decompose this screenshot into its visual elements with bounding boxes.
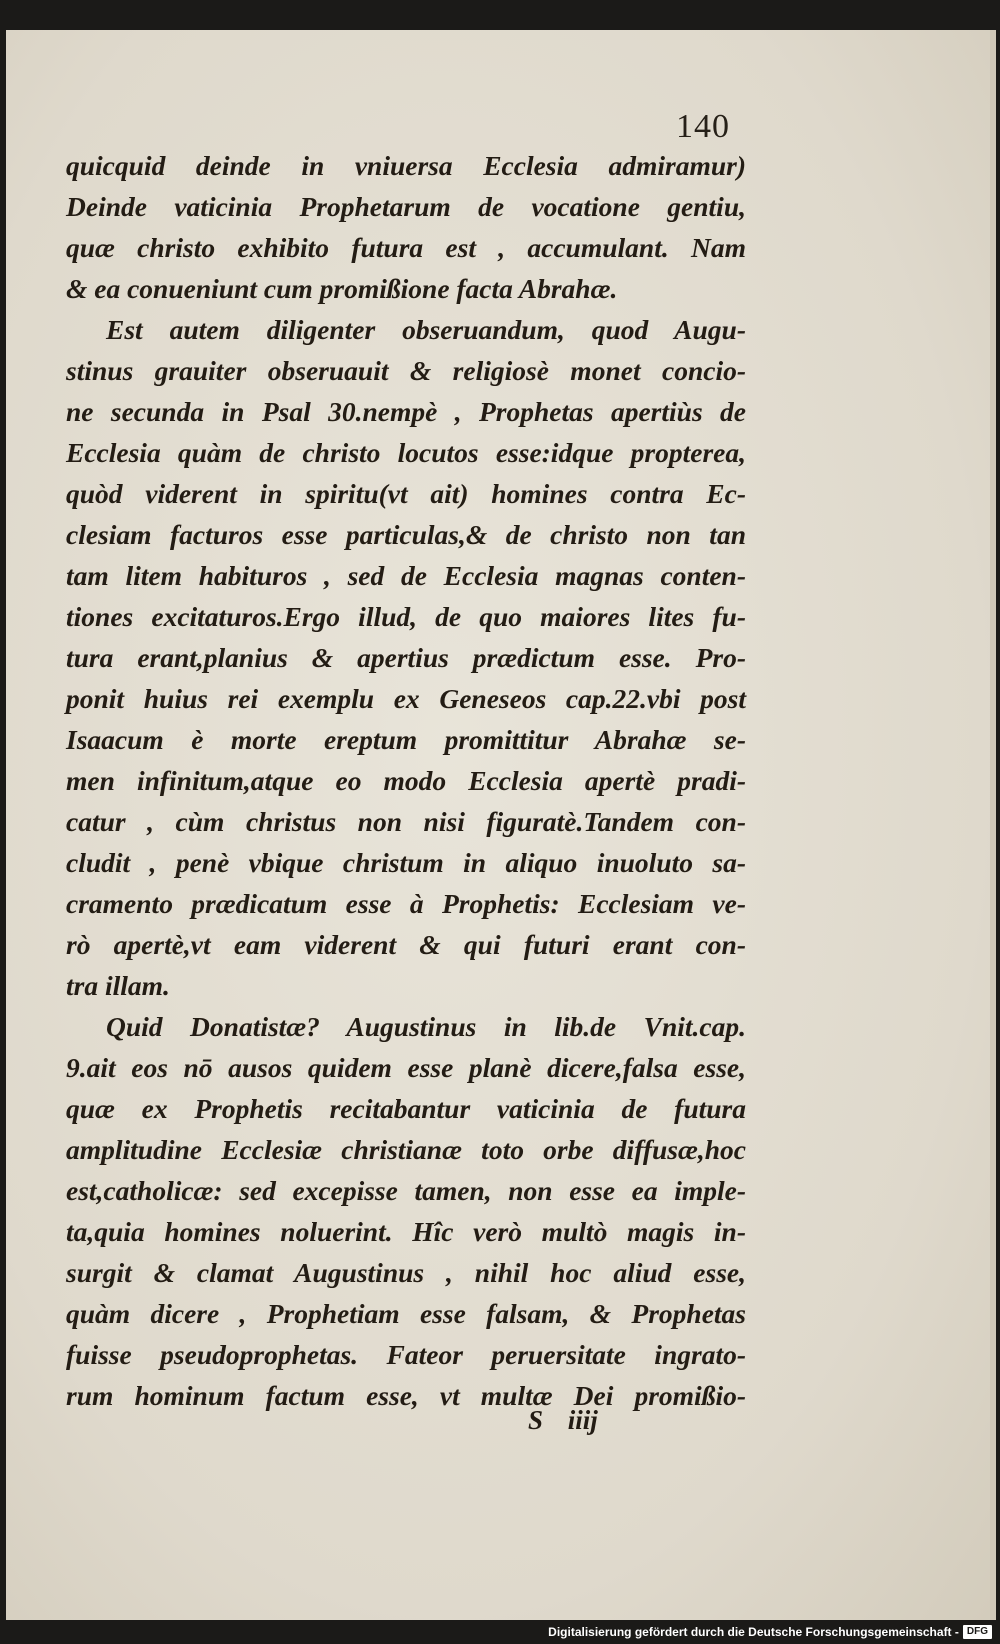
text-line: catur , cùm christus non nisi figuratè.Tandem con-: [66, 806, 746, 837]
text-line: tiones excitaturos.Ergo illud, de quo maiores lites fu-: [66, 601, 746, 632]
text-line: Quid Donatistæ? Augustinus in lib.de Vnit.cap.: [106, 1011, 746, 1042]
text-line: cludit , penè vbique christum in aliquo inuoluto sa-: [66, 847, 746, 878]
book-page: [6, 30, 996, 1620]
text-line: men infinitum,atque eo modo Ecclesia apertè pradi-: [66, 765, 746, 796]
page-number: 140: [676, 108, 730, 145]
text-line: quæ christo exhibito futura est , accumulant. Nam: [66, 232, 746, 263]
text-line: rò apertè,vt eam viderent & qui futuri erant con-: [66, 929, 746, 960]
text-line: clesiam facturos esse particulas,& de christo non tan: [66, 519, 746, 550]
text-line: Est autem diligenter obseruandum, quod Augu-: [106, 314, 746, 345]
text-line: stinus grauiter obseruauit & religiosè monet concio-: [66, 355, 746, 386]
text-line: cramento prædicatum esse à Prophetis: Ecclesiam ve-: [66, 888, 746, 919]
text-line: quàm dicere , Prophetiam esse falsam, & Prophetas: [66, 1298, 746, 1329]
text-line: tura erant,planius & apertius prædictum esse. Pro-: [66, 642, 746, 673]
text-line: quòd viderent in spiritu(vt ait) homines contra Ec-: [66, 478, 746, 509]
body-text: [66, 145, 746, 1416]
text-line: tra illam.: [66, 970, 170, 1001]
text-line: 9.ait eos nō ausos quidem esse planè dicere,falsa esse,: [66, 1052, 746, 1083]
text-line: ta,quia homines noluerint. Hîc verò multò magis in-: [66, 1216, 746, 1247]
text-line: surgit & clamat Augustinus , nihil hoc aliud esse,: [66, 1257, 746, 1288]
text-line: Isaacum è morte ereptum promittitur Abrahæ se-: [66, 724, 746, 755]
text-line: ne secunda in Psal 30.nempè , Prophetas apertiùs de: [66, 396, 746, 427]
text-line: rum hominum factum esse, vt multæ Dei promißio-: [66, 1380, 746, 1411]
text-line: Deinde vaticinia Prophetarum de vocatione gentiu,: [66, 191, 746, 222]
signature-mark: S iiij: [528, 1405, 598, 1435]
text-line: & ea conueniunt cum promißione facta Abrahæ.: [66, 273, 618, 304]
text-line: amplitudine Ecclesiæ christianæ toto orbe diffusæ,hoc: [66, 1134, 746, 1165]
text-line: quæ ex Prophetis recitabantur vaticinia de futura: [66, 1093, 746, 1124]
text-line: est,catholicæ: sed excepisse tamen, non esse ea imple-: [66, 1175, 746, 1206]
dfg-logo: DFG: [963, 1625, 992, 1639]
text-line: fuisse pseudoprophetas. Fateor peruersitate ingrato-: [66, 1339, 746, 1370]
text-line: quicquid deinde in vniuersa Ecclesia admiramur): [66, 150, 746, 181]
digitization-footer: [548, 1622, 992, 1642]
text-line: Ecclesia quàm de christo locutos esse:idque propterea,: [66, 437, 746, 468]
text-line: tam litem habituros , sed de Ecclesia magnas conten-: [66, 560, 746, 591]
text-line: ponit huius rei exemplu ex Geneseos cap.22.vbi post: [66, 683, 746, 714]
footer-text: Digitalisierung gefördert durch die Deutsche Forschungsgemeinschaft -: [548, 1625, 959, 1639]
